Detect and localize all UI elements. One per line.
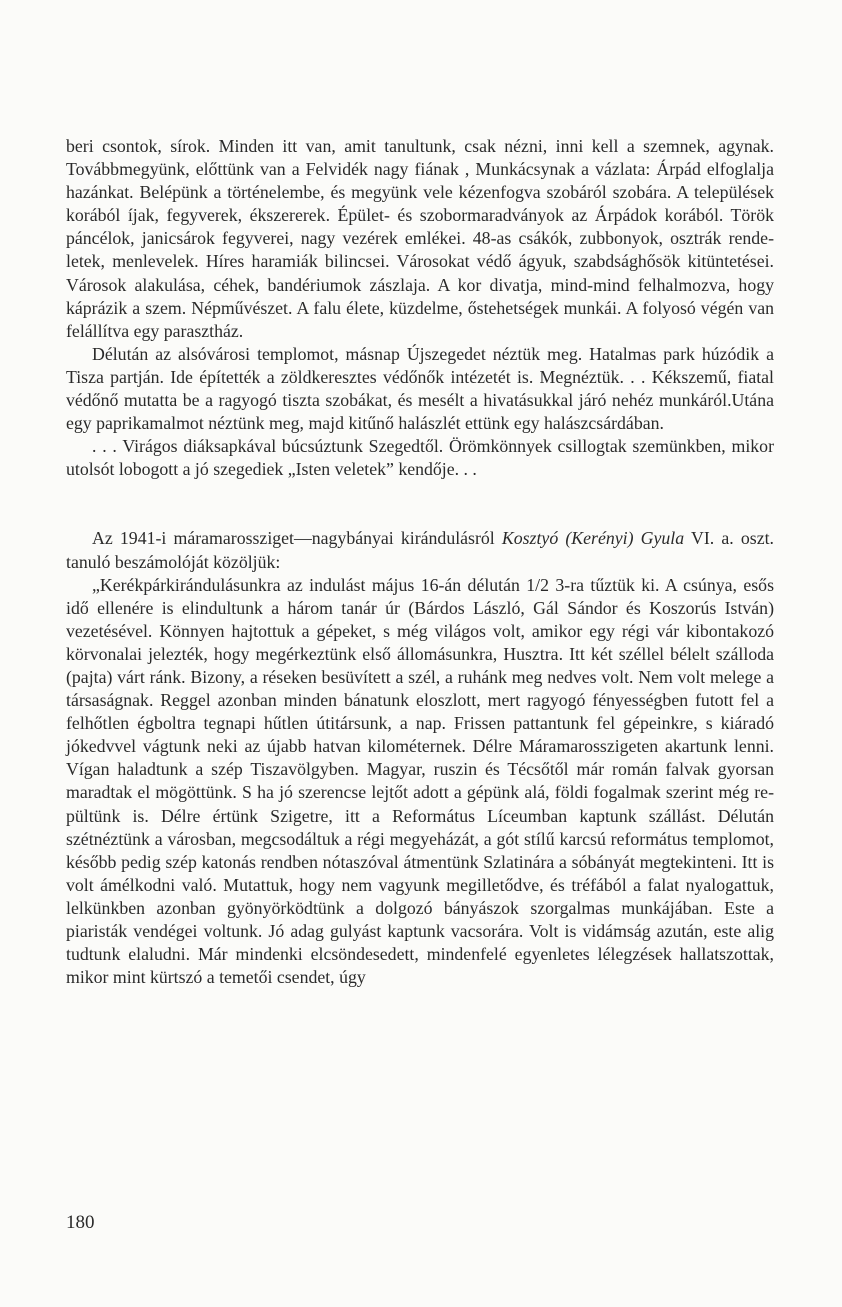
intro-before-name: Az 1941-i máramarossziget—nagybányai kirándulásról [92,528,502,549]
paragraph-report: „Kerékpárkirándulásunkra az indulást május 16-án délután 1/2 3-ra tűztük ki. A csúnya, esős idő ellenére is elindultunk a három tanár úr (Bárdos László, Gál Sándor és Koszorús István) vezetésével. Könnyen hajtottuk a gépeket, s még világos volt, amikor egy régi vár kibontakozó körvonalai jelezték, hogy megérkeztünk első állomásunkra, Husztra. Itt két széllel bélelt szálloda (pajta) várt ránk. Bizony, a réseken besüvített a szél, a ruhánk meg nedves volt. Nem volt melege a társaságnak. Reggel azonban minden bánatunk eloszlott, mert ragyogó fényességben futott fel a felhőtlen égboltra tegnapi hűtlen útitársunk, a nap. Frissen pattantunk fel gépeinkre, s kiáradó jókedvvel vágtunk neki az újabb hatvan kilométernek. Délre Máramarosszigeten akartunk lenni. Vígan haladtunk a szép Tiszavölgyben. Magyar, ruszin és Técsőtől már román falvak gyorsan maradtak el mögöttünk. S ha jó szerencse lejtőt adott a gépünk alá, földi fogalmak szerint még repültünk is. Délre értünk Szigetre, itt a Református Líceumban kaptunk szállást. Délután szétnéztünk a városban, megcsodáltuk a régi megyeházát, a gót stílű karcsú református templomot, később pedig szép katonás rendben nótaszóval átmentünk Szlatinára a sóbányát megtekinteni. Itt is volt ámélkodni való. Mutattuk, hogy nem vagyunk megilletődve, és tréfából a falat nyalogattuk, lelkünkben azonban gyönyörködtünk a dolgozó bányászok szorgalmas munkájában. Este a piaristák vendégei voltunk. Jó adag gulyást kaptunk vacsorára. Volt is vidámság azután, este alig tudtunk elaludni. Már mindenki elcsöndesedett, mindenfelé egyenletes lélegzések hallatszottak, mikor mint kürtszó a temetői csendet, úgy [66,574,774,988]
paragraph-farewell: . . . Virágos diáksapkával búcsúztunk Szegedtől. Örömkönnyek csillogtak szemünkben, mikor utolsót lobogott a jó szegediek „Isten veletek” kendője. . . [66,436,774,480]
student-name: Kosztyó (Kerényi) Gyula [501,528,685,549]
paragraph-museum: beri csontok, sírok. Minden itt van, amit tanultunk, csak nézni, inni kell a szemnek, agynak. Továbbmegyünk, előttünk van a Felvidék nagy fiának , Munkácsynak a vázlata: Árpád elfoglalja hazánkat. Belépünk a történelembe, és megyünk vele kézenfogva szobáról szobára. A települések korából íjak, fegyverek, ékszererek. Épület- és szobormaradványok az Árpádok korából. Török páncélok, janicsárok fegyverei, nagy vezérek emlékei. 48-as csákók, zubbonyok, osztrák rendeletek, menlevelek. Híres haramiák bilincsei. Városokat védő ágyuk, szabdsághősök kitüntetései. Városok alakulása, céhek, bandériumok zászlaja. A kor divatja, mind-mind felhalmozva, hogy káprázik a szem. Népművészet. A falu élete, küzdelme, őstehetségek munkái. A folyosó végén van felállítva egy parasztház. [66,136,774,341]
body-text [66,135,774,989]
paragraph-report-intro [66,527,774,573]
intro-after-name: VI. a. oszt. tanuló beszámolóját közöljük: [66,528,774,572]
page-number: 180 [66,1212,95,1233]
paragraph-afternoon: Délután az alsóvárosi templomot, másnap Újszegedet néztük meg. Hatalmas park húzódik a Tisza partján. Ide építették a zöldkeresztes védőnők intézetét is. Megnéztük. . . Kékszemű, fiatal védőnő mutatta be a ragyogó tiszta szobákat, és mesélt a hivatásukkal járó nehéz munkáról.Utána egy paprikamalmot néztünk meg, majd kitűnő halászlét ettünk egy halászcsárdában. [66,343,774,434]
